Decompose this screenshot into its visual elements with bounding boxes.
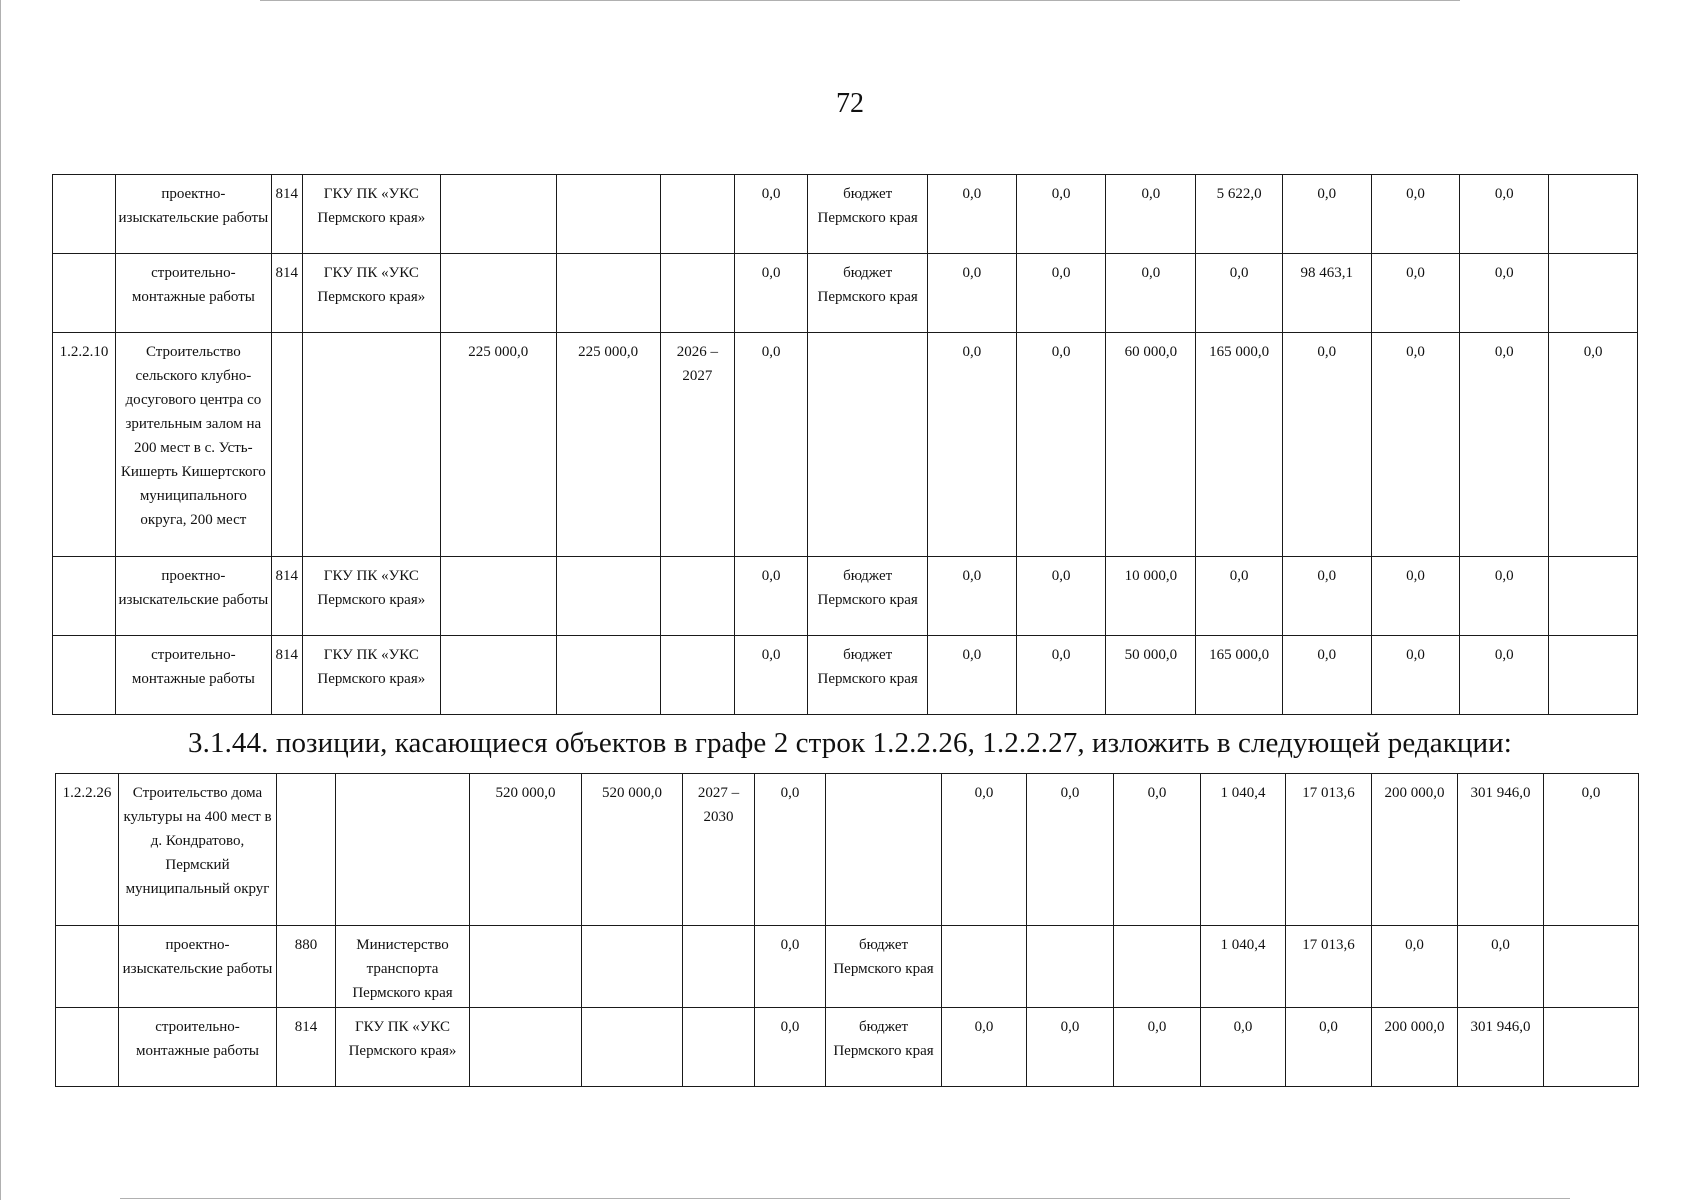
table-cell: 98 463,1 [1282,254,1371,333]
table-cell: 0,0 [735,557,808,636]
table-cell [440,557,556,636]
table-cell: 2027 – 2030 [683,774,755,926]
table-cell: 301 946,0 [1458,1008,1544,1087]
table-cell [808,333,928,557]
budget-table-1 [52,174,1638,715]
table-cell: Строительство сельского клубно-досугового центра со зрительным залом на 200 мест в с. Усть-Кишерть Кишертского муниципального округа, 200 мест [115,333,271,557]
table-cell: 0,0 [1371,636,1460,715]
table-cell: Строительство дома культуры на 400 мест в д. Кондратово, Пермский муниципальный округ [119,774,277,926]
table-cell: 0,0 [1371,175,1460,254]
table-cell [826,774,942,926]
table-cell: бюджет Пермского края [826,926,942,1008]
table-cell [660,636,734,715]
scan-edge-left [0,0,1,1200]
table-cell: ГКУ ПК «УКС Пермского края» [302,557,440,636]
table-cell: 0,0 [1460,254,1549,333]
budget-table-1-body [53,175,1638,715]
table-cell: проектно-изыскательские работы [119,926,277,1008]
table-cell: 0,0 [1286,1008,1372,1087]
table-cell: 225 000,0 [440,333,556,557]
table-cell: 5 622,0 [1196,175,1283,254]
table-cell: 520 000,0 [470,774,582,926]
table-cell [1544,926,1639,1008]
table-cell: 165 000,0 [1196,333,1283,557]
table-cell: проектно-изыскательские работы [115,557,271,636]
table-cell: 0,0 [927,175,1016,254]
table-cell: 0,0 [1282,636,1371,715]
table-cell [556,175,660,254]
table-cell: 0,0 [1196,254,1283,333]
table-cell: 0,0 [735,254,808,333]
table-cell [556,254,660,333]
table-cell: 0,0 [1016,333,1106,557]
table-cell: 17 013,6 [1286,926,1372,1008]
table-cell: 1.2.2.26 [56,774,119,926]
table-cell [582,926,683,1008]
table-cell: ГКУ ПК «УКС Пермского края» [302,175,440,254]
table-cell: строительно-монтажные работы [115,636,271,715]
table-cell [53,557,116,636]
table-cell [53,175,116,254]
table-cell: 0,0 [927,333,1016,557]
table-cell: 165 000,0 [1196,636,1283,715]
table-cell: 0,0 [1282,175,1371,254]
table-cell: 0,0 [1027,1008,1114,1087]
table-cell [1549,557,1638,636]
table-cell: бюджет Пермского края [808,175,928,254]
table-cell: 0,0 [1460,175,1549,254]
table-cell [440,175,556,254]
table-cell: 0,0 [1114,1008,1201,1087]
table-cell [556,636,660,715]
table-cell: 60 000,0 [1106,333,1196,557]
table-cell [440,254,556,333]
table-cell: 0,0 [942,1008,1027,1087]
table-cell: 0,0 [1016,557,1106,636]
table-row [53,175,1638,254]
table-cell: 0,0 [927,557,1016,636]
table-cell: 814 [271,175,302,254]
table-cell [277,774,336,926]
table-cell: 0,0 [1282,333,1371,557]
table-cell: 17 013,6 [1286,774,1372,926]
table-cell [683,926,755,1008]
table-cell: 301 946,0 [1458,774,1544,926]
table-cell [271,333,302,557]
table-row [53,557,1638,636]
table-cell: 0,0 [1460,557,1549,636]
table-cell: 2026 – 2027 [660,333,734,557]
budget-table-2-body [56,774,1639,1087]
table-cell: 0,0 [1106,175,1196,254]
table-row [53,636,1638,715]
table-cell: 1.2.2.10 [53,333,116,557]
table-cell: 0,0 [755,1008,826,1087]
table-cell: 1 040,4 [1201,774,1286,926]
table-cell: 0,0 [1282,557,1371,636]
table-cell: 0,0 [927,254,1016,333]
table-cell [53,636,116,715]
table-cell: ГКУ ПК «УКС Пермского края» [302,254,440,333]
table-row [53,254,1638,333]
table-cell [1549,254,1638,333]
page-number: 72 [836,88,864,119]
table-cell: 0,0 [1372,926,1458,1008]
table-cell: 814 [271,557,302,636]
table-cell [1114,926,1201,1008]
table-cell: бюджет Пермского края [808,557,928,636]
table-cell: 0,0 [755,774,826,926]
table-row [56,926,1639,1008]
section-heading: 3.1.44. позиции, касающиеся объектов в графе 2 строк 1.2.2.26, 1.2.2.27, изложить в следующей редакции: [188,727,1512,759]
table-cell: бюджет Пермского края [826,1008,942,1087]
table-cell [302,333,440,557]
table-cell: 0,0 [1460,636,1549,715]
table-cell [942,926,1027,1008]
table-row [53,333,1638,557]
table-cell [582,1008,683,1087]
table-cell: строительно-монтажные работы [119,1008,277,1087]
table-cell [660,254,734,333]
table-cell: 10 000,0 [1106,557,1196,636]
table-cell: 0,0 [735,636,808,715]
table-cell [1549,636,1638,715]
table-cell [56,1008,119,1087]
table-cell: 0,0 [927,636,1016,715]
table-cell: строительно-монтажные работы [115,254,271,333]
table-cell [556,557,660,636]
table-cell [660,175,734,254]
table-cell [683,1008,755,1087]
table-cell [53,254,116,333]
table-cell [1544,1008,1639,1087]
table-cell: 0,0 [1458,926,1544,1008]
table-cell: 0,0 [735,333,808,557]
table-cell [470,1008,582,1087]
table-cell [440,636,556,715]
table-cell: 200 000,0 [1372,774,1458,926]
table-cell: 0,0 [1016,254,1106,333]
scan-edge-bottom [120,1198,1570,1199]
table-cell: 0,0 [1460,333,1549,557]
table-cell [336,774,470,926]
table-cell: 0,0 [1114,774,1201,926]
table-cell: 814 [277,1008,336,1087]
table-cell: 520 000,0 [582,774,683,926]
table-cell: 225 000,0 [556,333,660,557]
table-cell: 0,0 [1016,175,1106,254]
table-cell: 0,0 [1027,774,1114,926]
table-cell: 0,0 [942,774,1027,926]
table-cell: 0,0 [1549,333,1638,557]
table-row [56,774,1639,926]
table-cell: 0,0 [1544,774,1639,926]
table-cell: 0,0 [755,926,826,1008]
table-cell: бюджет Пермского края [808,636,928,715]
table-cell: 1 040,4 [1201,926,1286,1008]
table-cell: 0,0 [1016,636,1106,715]
table-cell: 0,0 [1371,333,1460,557]
table-cell: ГКУ ПК «УКС Пермского края» [302,636,440,715]
table-cell: 0,0 [1371,557,1460,636]
table-cell: 0,0 [1371,254,1460,333]
table-cell: 880 [277,926,336,1008]
table-cell [1027,926,1114,1008]
table-cell: 0,0 [1201,1008,1286,1087]
table-cell [1549,175,1638,254]
table-cell: 814 [271,254,302,333]
table-cell: бюджет Пермского края [808,254,928,333]
table-cell: ГКУ ПК «УКС Пермского края» [336,1008,470,1087]
scan-edge-top [260,0,1460,1]
budget-table-2 [55,773,1639,1087]
table-cell: 814 [271,636,302,715]
table-row [56,1008,1639,1087]
table-cell: 50 000,0 [1106,636,1196,715]
table-cell [660,557,734,636]
table-cell: 0,0 [735,175,808,254]
table-cell [470,926,582,1008]
table-cell: 0,0 [1196,557,1283,636]
table-cell: 200 000,0 [1372,1008,1458,1087]
table-cell [56,926,119,1008]
table-cell: Министерство транспорта Пермского края [336,926,470,1008]
table-cell: проектно-изыскательские работы [115,175,271,254]
table-cell: 0,0 [1106,254,1196,333]
